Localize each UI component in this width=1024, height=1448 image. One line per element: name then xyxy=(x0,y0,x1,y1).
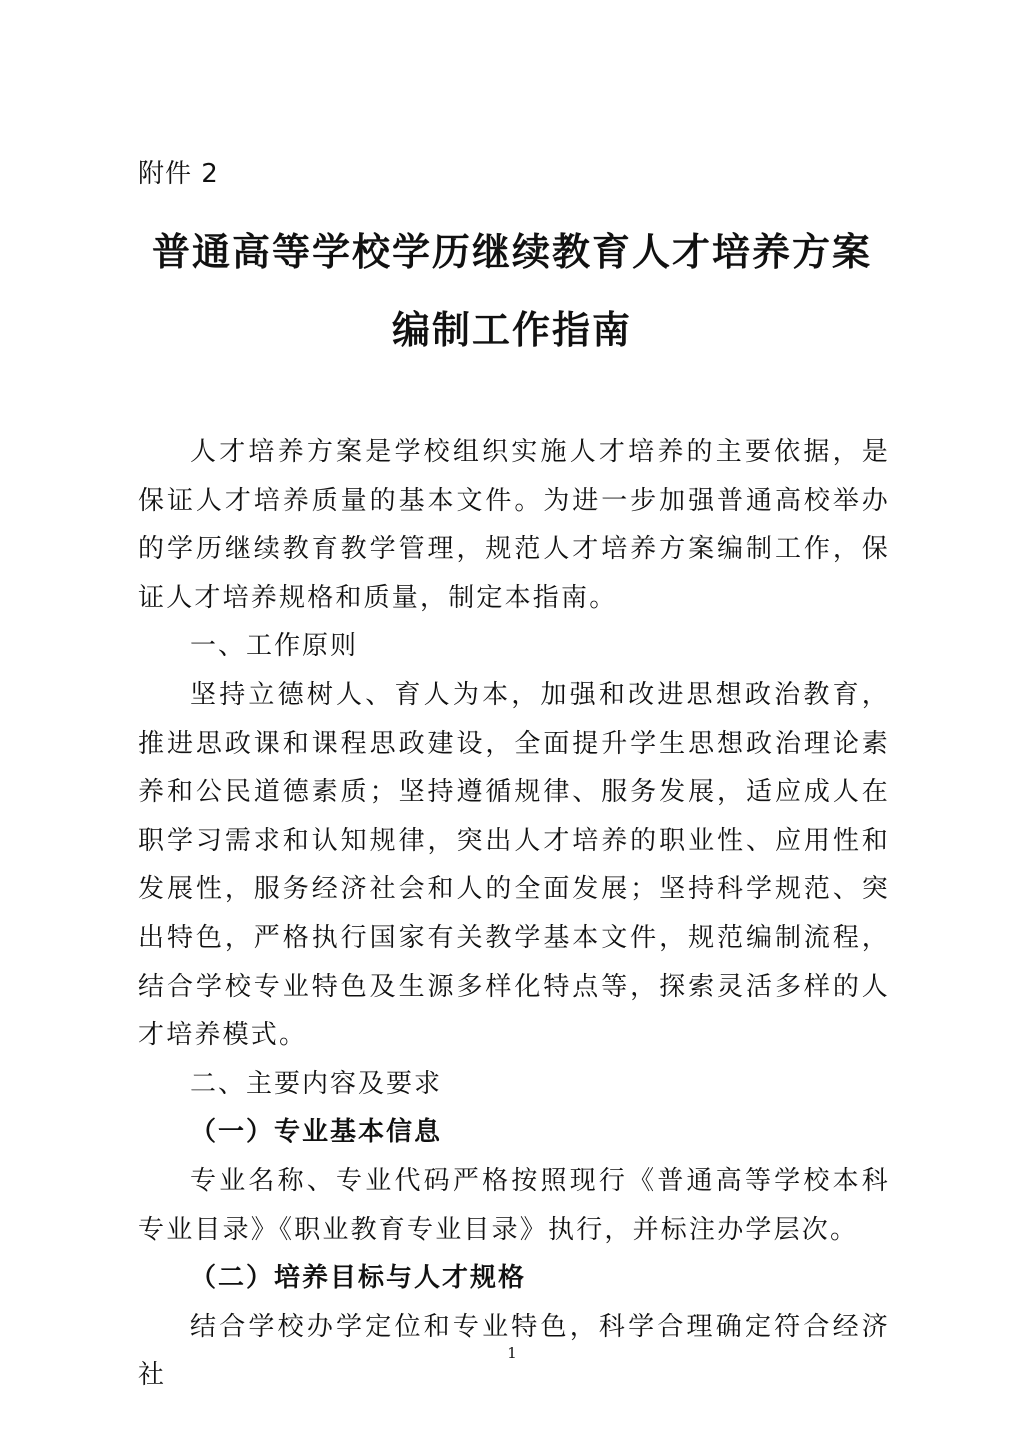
document-body xyxy=(138,428,890,1400)
subsection-heading-basic-info: （一）专业基本信息 xyxy=(190,1117,443,1148)
section-heading-work-principles: 一、工作原则 xyxy=(190,631,359,662)
document-title-line-2: 编制工作指南 xyxy=(391,307,632,352)
basic-info-paragraph: 专业名称、专业代码严格按照现行《普通高等学校本科专业目录》《职业教育专业目录》执行，并标注办学层次。 xyxy=(138,1165,890,1245)
subsection-heading-training-goals: （二）培养目标与人才规格 xyxy=(190,1263,527,1294)
page-number: 1 xyxy=(507,1344,517,1362)
work-principles-paragraph: 坚持立德树人、育人为本，加强和改进思想政治教育，推进思政课和课程思政建设，全面提升学生思想政治理论素养和公民道德素质；坚持遵循规律、服务发展，适应成人在职学习需求和认知规律，突出人才培养的职业性、应用性和发展性，服务经济社会和人的全面发展；坚持科学规范、突出特色，严格执行国家有关教学基本文件，规范编制流程，结合学校专业特色及生源多样化特点等，探索灵活多样的人才培养模式。 xyxy=(138,679,890,1051)
document-title-line-1: 普通高等学校学历继续教育人才培养方案 xyxy=(151,229,872,274)
training-goals-paragraph: 结合学校办学定位和专业特色，科学合理确定符合经济社 xyxy=(138,1311,890,1391)
attachment-label: 附件 2 xyxy=(138,159,219,189)
intro-paragraph: 人才培养方案是学校组织实施人才培养的主要依据，是保证人才培养质量的基本文件。为进一步加强普通高校举办的学历继续教育教学管理，规范人才培养方案编制工作，保证人才培养规格和质量，制定本指南。 xyxy=(138,437,890,613)
section-heading-main-content: 二、主要内容及要求 xyxy=(190,1068,443,1099)
